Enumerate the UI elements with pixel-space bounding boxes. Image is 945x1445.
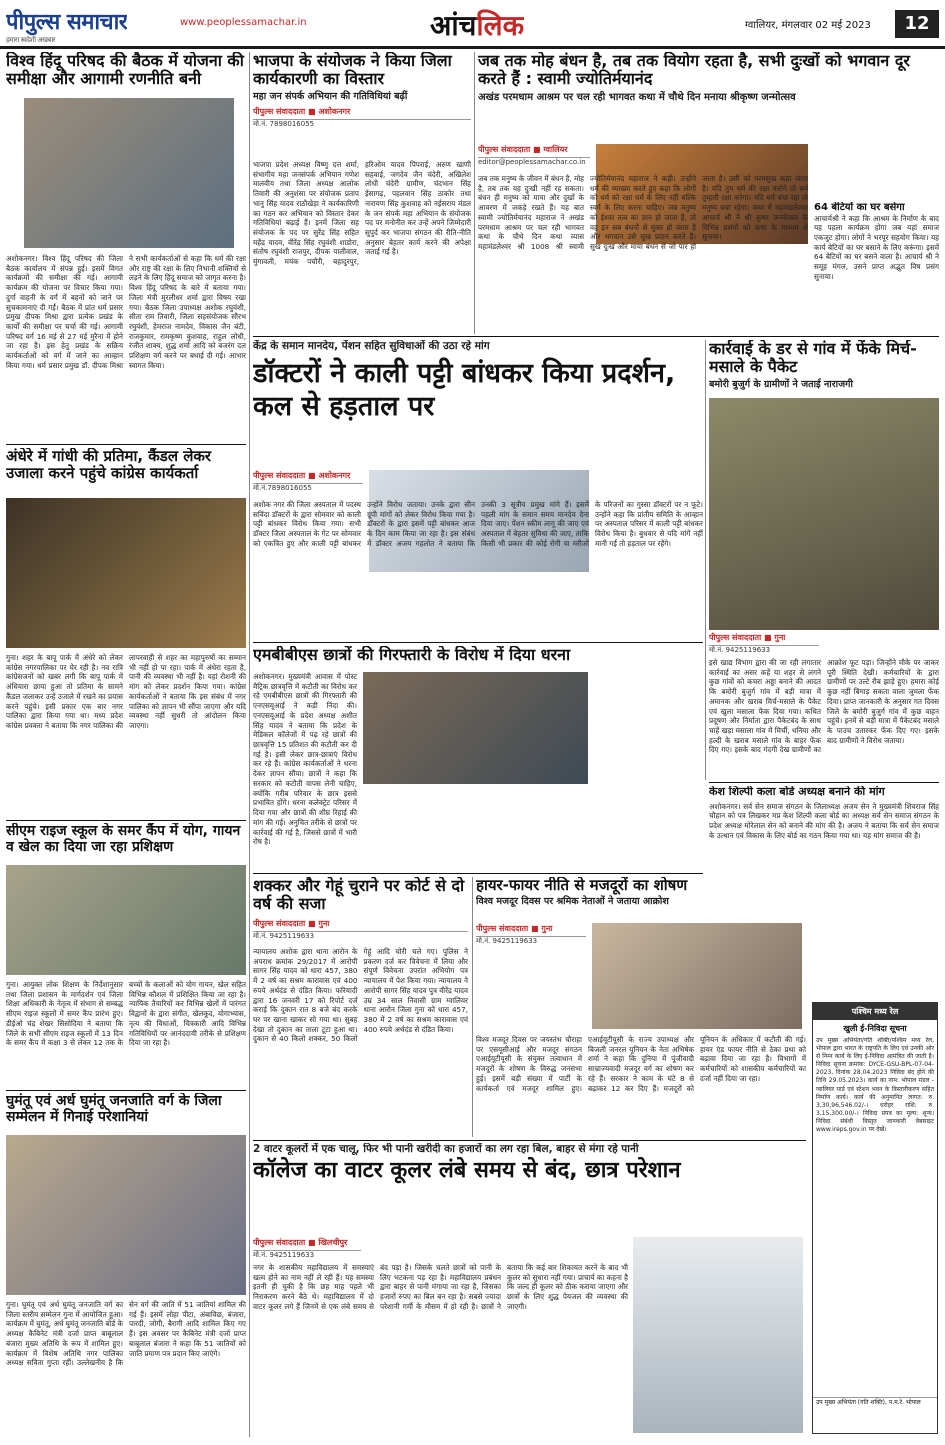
photo — [24, 98, 234, 248]
story-body: इसे खाद्य विभाग द्वारा की जा रही लगातार कार्रवाई का असर कहें या शहर से लगने कुछ गांवों को कचरा अड्डा बनाने की आदत कि बमोरी बुजुर्ग गांव में बड़ी मात्रा में अमानक और खराब मिर्च-मसाले के पैकेट एवं खुला मसाला फेंक दिया गया। कथित प्रदूषण और निर्माता द्वारा पैकेटबंद के साथ चाहें खड़ा मसाला गांव में मिर्ची, धनिया और हल्दी के खराब मसाले गांव के बाहर फेंक दिए गए। इसके बाद गंदगी देख ग्रामीणों का आक्रोश फूट पड़ा। जिन्होंने मौके पर जाकर पूरी स्थिति देखी। कर्मचारियों के द्वारा ग्रामीणों पर उल्टे रौब झाड़े हुए। हमारा कोई कुछ नहीं बिगाड़ सकता वाला जुमला फेंक दिया। प्राप्त जानकारी के अनुसार गत दिवस जिले के बमोरी बुजुर्ग गांव में कुछ वाहन पहुंचे। इनमें से बड़ी मात्रा में पैकेटबंद मसाले के पाउच उतारकर फेंक दिए गए। इसके बाद ग्रामीणों ने विरोध जताया। — [709, 658, 939, 755]
headline: कार्रवाई के डर से गांव में फेंके मिर्च-मसाले के पैकेट — [709, 340, 917, 377]
byline: पीपुल्स संवाददाता ■ खिलचीपुर — [253, 1237, 361, 1251]
photo — [363, 672, 588, 784]
story-body: नगर के शासकीय महाविद्यालय में समस्याएं खत्म होने का नाम नहीं ले रही हैं। यह समस्या इतनी ही चुकी है कि छह माह पहले भी निराकरण करने बैठे थे। महाविद्यालय में दो वाटर कूलर लगे हैं जिनमें से एक लंबे समय से बंद पड़ा है। जिसके चलते छात्रों को पानी के लिए भटकना पड़ रहा है। महाविद्यालय प्रबंधन द्वारा बाहर से पानी मंगाया जा रहा है, जिसका हजारों रुपए का बिल बन रहा है। सबसे ज्यादा परेशानी गर्मी के मौसम में हो रही है। छात्रों ने बताया कि कई बार शिकायत करने के बाद भी कूलर को सुधारा नहीं गया। प्राचार्य का कहना है कि जल्द ही कूलर को ठीक कराया जाएगा और छात्रों के लिए शुद्ध पेयजल की व्यवस्था की जाएगी। — [253, 1263, 628, 1311]
mobile-number: मो.नं. 9425119633 — [253, 1251, 315, 1259]
masthead — [0, 0, 945, 49]
byline: पीपुल्स संवाददाता ■ अशोकनगर — [253, 106, 471, 120]
byline: पीपुल्स संवाददाता ■ अशोकनगर — [253, 470, 363, 484]
story-body: गुना। आयुक्त लोक शिक्षण के निर्देशानुसार तथा जिला प्रशासन के मार्गदर्शन एवं जिला शिक्षा अधिकारी के नेतृत्व में संभाग से सम्बद्ध सीएम राइज स्कूलों में समर कैंप प्रारंभ हुए। डीईओ चंद्र शेखर सिसोदिया ने बताया कि जिले के सभी सीएम राइज स्कूलों में 13 दिन के समर कैंप में कक्षा 3 से लेकर 12 तक के बच्चों के कलाओं को योग गायन, खेल सहित विभिन्न कौशल में प्रशिक्षित किया जा रहा है। न्यायिक तैयारियों कर विभिन्न खेलों में पारंगत विद्वानों के द्वारा संगीत, खेलकूद, योगाभ्यास, नृत्य की विधाओं, चित्रकारी आदि विभिन्न गतिविधियों पर आनंददायी तरीके से प्रशिक्षण दिया जा रहा है। — [6, 980, 246, 1048]
website-link[interactable]: www.peoplessamachar.in — [180, 17, 307, 28]
story-body: अशोकनगर। मुख्यमंत्री आवास में पोस्ट मैट्रिक छात्रवृत्ति में कटौती का विरोध कर रहे एमबीबीएस छात्रों की गिरफ्तारी की एनएसयूआई ने कड़ी निंदा की। एनएसयूआई के प्रदेश अध्यक्ष अशीत सिंह यादव ने बताया कि प्रदेश के मेडिकल कॉलेजों में पढ़ रहे छात्रों की छात्रवृत्ति 15 प्रतिशत की कटौती कर दी गई है। इसी लेकर छात्र-छात्राएं विरोध कर रहे हैं। कांग्रेस कार्यकर्ताओं ने धरना देकर ज्ञापन सौंपा। छात्रों ने कहा कि सरकार को कटौती वापस लेनी चाहिए, क्योंकि गरीब परिवार के छात्र इससे प्रभावित होंगे। धरना कलेक्ट्रेट परिसर में दिया गया और छात्रों की शीघ्र रिहाई की मांग की गई। अनुचित तरीके से छात्रों पर कार्रवाई की गई है, जिससे छात्रों में भारी रोष है। — [253, 672, 357, 847]
photo — [709, 398, 939, 630]
story-body: विश्व मजदूर दिवस पर जयस्तंभ चौराहा पर एसयूसीआई और मजदूर संगठन एआईयूटीयूसी के संयुक्त तत्वाधान में मजदूरों के शोषण के विरुद्ध जनसभा हुई। इसमें बड़ी संख्या में पार्टी के कार्यकर्ता एवं मजदूर शामिल हुए। एआईयूटीयूसी के राज्य उपाध्यक्ष और बिजली जनरल यूनियन के नेता अभिषेक शर्मा ने कहा कि दुनिया में पूंजीवादी साम्राज्यवादी मजदूर वर्ग का शोषण कर रहे हैं। सरकार ने काम के घंटे 8 से बढ़ाकर 12 कर दिए हैं। मजदूरों को यूनियन के अधिकार में कटौती की गई। हायर एंड फायर नीति से ठेका प्रथा को बढ़ावा दिया जा रहा है। विभागों में कर्मचारियों को शासकीय कर्मचारियों का दर्जा नहीं दिया जा रहा। — [476, 1035, 806, 1093]
subhead: विश्व मजदूर दिवस पर श्रमिक नेताओं ने जताया आक्रोश — [476, 896, 669, 908]
headline: डॉक्टरों ने काली पट्टी बांधकर किया प्रदर्शन, कल से हड़ताल पर — [253, 357, 676, 423]
byline: पीपुल्स संवाददाता ■ ग्वालियर — [478, 144, 590, 158]
section-title: आंचलिक — [430, 9, 525, 42]
mobile-number: मो.नं. 7898016055 — [253, 120, 315, 129]
kicker: 2 वाटर कूलरों में एक चालू, फिर भी पानी खरीदी का हजारों का लग रहा बिल, बाहर से मंगा रहे पानी — [253, 1143, 639, 1155]
headline: जब तक मोह बंधन है, तब तक वियोग रहता है, सभी दुःखों को भगवान दूर करते हैं : स्वामी ज्योतिर्मयानंद — [478, 52, 910, 89]
subhead: अखंड परमधाम आश्रम पर चल रही भागवत कथा में चौथे दिन मनाया श्रीकृष्ण जन्मोत्सव — [478, 91, 796, 103]
subhead: महा जन संपर्क अभियान की गतिविधियां बढ़ीं — [253, 90, 408, 102]
page-number: 12 — [895, 10, 939, 38]
email[interactable]: editor@peoplessamachar.co.in — [478, 158, 586, 166]
story-vhp — [6, 52, 246, 442]
story-cm-rise — [6, 823, 246, 1088]
photo — [592, 923, 802, 1029]
story-body: गुना। शहर के बापू पार्क में अंधेरे को लेकर कांग्रेस नगरपालिका पर घेर रही है। नव रात्रि कांग्रेसजनों को खबर लगी कि बापू पार्क में अंधियारा छाया हुआ तो प्रतिमा के सामने कैंडल जलाकर उन्हें उजाले में रखने का प्रयास करने पहुंचे। इसी प्रकार एक बार नगर पालिका द्वारा किया गया था। मध्य प्रदेश कांग्रेस प्रवक्ता ने बताया कि नगर पालिका की लापरवाही से शहर का महापुरुषों का सम्मान भी नहीं हो पा रहा। पार्क में अंधेरा रहता है, पानी की व्यवस्था भी नहीं है। यहां रोशनी की मांग को लेकर प्रदर्शन किया गया। कांग्रेस कार्यकर्ताओं ने बताया कि इस संबंध में नगर पालिका को ज्ञापन भी सौंपा जाएगा और यदि व्यवस्था नहीं सुधरी तो आंदोलन किया जाएगा। — [6, 653, 246, 731]
photo — [6, 865, 246, 975]
headline: विश्व हिंदू परिषद की बैठक में योजना की समीक्षा और आगामी रणनीति बनी — [6, 52, 244, 89]
tender-title: खुली ई-निविदा सूचना — [843, 1024, 907, 1033]
tender-footer: उप मुख्य अभियंता (गति शक्ति), प.म.रे. भोपाल — [813, 1397, 937, 1406]
story-cooler — [253, 1143, 806, 1435]
story-mbbs — [253, 646, 703, 871]
story-doctors — [253, 340, 703, 640]
tender-header: पश्चिम मध्य रेल — [813, 1003, 937, 1020]
subhead: बमोरी बुजुर्ग के ग्रामीणों ने जताई नाराजगी — [709, 378, 853, 390]
story-body: गुना। घुमंतू एवं अर्ध घुमंतू जनजाति वर्ग का जिला स्तरीय सम्मेलन गुना में आयोजित हुआ। कार्यक्रम में घुमंतू, अर्ध घुमंतू जनजाति बोर्ड के अध्यक्ष कैबिनेट मंत्री दर्जा प्राप्त बाबूलाल बंजारा मुख्य अतिथि के रूप में शामिल हुए। कार्यक्रम में विशेष अतिथि नगर पालिका अध्यक्ष सविता गुप्ता रहीं। उल्लेखनीय है कि सेन वर्ग की जाति में 51 जातियां शामिल की गई हैं। इसमें लोहा पीटा, अंबाविछ, बंजारा, पारदी, जोगी, बैरागी आदि शामिल किए गए हैं। इस अवसर पर कैबिनेट मंत्री दर्जा प्राप्त बाबूलाल बंजारा ने कहा कि 51 जातियों को जाति प्रमाण पत्र प्रदान किए जाएंगे। — [6, 1300, 246, 1368]
photo — [6, 498, 246, 648]
story-body: भाजपा प्रदेश अध्यक्ष विष्णु दत्त शर्मा, संभागीय महा जनसंपर्क अभियान गणेश मालवीय तथा जिला अध्यक्ष आलोक तिवारी की अनुशंसा पर संयोजक प्रताप भानु सिंह यादव राठौखेड़ा ने कार्यकारिणी का गठन कर अभियान को विस्तार देकर गतिविधियां बढ़ाई हैं। इनमें जिला सह संयोजक के पद पर सुरेंद्र सिंह सहित महेंद्र यादव, वीरेंद्र सिंह रघुवंशी शाडोरा, संतोष रघुवंशी राजपुर, दीपक पालीवाल, मुंगावली, मयंक पचौरी, बहादुरपुर, हरिओम यादव पिपराई, अरुण खाणी सहवाई, जगदेव जैन चंदेरी, अखिलेश लोधी चंदेरी ग्रामीण, चंदभान सिंह ईसागढ़, पहलवान सिंह ठाकोर तथा नारायण सिंह कुशवाह को नईसराय मंडल के जन संपर्क महा अभियान के संयोजक पद पर मनोनीत कर उन्हें अपने जिम्मेदारी सुपुर्द कर भाजपा संगठन की रीति-नीति अनुसार बेहतर कार्य करने की अपेक्षा जताई गई है। — [253, 160, 471, 267]
tender-notice — [812, 1002, 938, 1434]
headline: कॉलेज का वाटर कूलर लंबे समय से बंद, छात्र परेशान — [253, 1157, 681, 1183]
story-ghumantu — [6, 1093, 246, 1433]
byline: पीपुल्स संवाददाता ■ गुना — [476, 923, 586, 937]
headline: अंधेरे में गांधी की प्रतिमा, कैंडल लेकर उजाला करने पहुंचे कांग्रेस कार्यकर्ता — [6, 448, 212, 483]
story-bjp — [253, 52, 471, 332]
story-body: जब तक मनुष्य के जीवन में बंधन है, मोह है, तब तक यह दुःखी नहीं रह सकता। बंधन ही मनुष्य को माया और दुखों के आवरण में जकड़े रखते हैं। यह बात स्वामी ज्योतिर्मयानंद महाराज ने अखंड परमधाम आश्रम पर चल रही भागवत कथा के चौथे दिन कथा व्यास महामंडलेश्वर श्री 1008 श्री स्वामी ज्योतिर्मयानंद महाराज ने कही। उन्होंने धर्म की व्याख्या करते हुए कहा कि लोगों को धर्म को रक्षा धर्म के लिए नहीं बल्कि स्वर्ग के लिए करना चाहिए। जब मनुष्य को ईश्वर तत्व का ज्ञान हो जाता है, तो वह इन सब बंधनों से मुक्त हो जाता है और भगवान उसे सुख प्रदान करते हैं। सुख दुःख और माया बंधन से जो पार हो जाता है। उसी को परमसुख कहा जाता है। यदि तुम धर्म की रक्षा करोगे तो धर्म तुम्हारी रक्षा करेगा। यदि धर्म बचा रहा तो मनुष्य बचा रहेगा। कथा में महामंडलेश्वर आचार्य श्री ने श्री कृष्ण जन्मोत्सव के विभिन्न प्रसंगों को कथा के माध्यम से सुनाया। — [478, 174, 808, 252]
story-body: आचार्यश्री ने कहा कि आश्रम के निर्माण के बाद यह पहला कार्यक्रम होगा जब यहां समाज एकजुट होगा। लोगों ने भरपूर सहयोग किया। यह कार्य बेटियों का घर बसाने के लिए करूंगा। इसमें 64 बेटियों का घर बसने वाला है। आचार्य श्री ने समूह मंगल, उसने प्राप्त अद्भुत विष प्रसंग सुनाया। — [814, 213, 939, 281]
tender-body: उप मुख्य अभियंता/गति शक्ति/पश्चिम मध्य रेल, भोपाल द्वारा भारत के राष्ट्रपति के लिए एवं उनकी ओर से निम्न कार्य के लिए ई-निविदा आमंत्रित की जाती है। निविदा सूचना क्रमांक: DYCE-GSU-BPL-07-04-2023, दिनांक 28.04.2023 निविदा बंद होने की तिथि 29.05.2023। कार्य का नाम: भोपाल मंडल - ग्वालियर यार्ड एवं स्टेशन भवन के विस्तारीकरण सहित निर्माण कार्य। कार्य की अनुमानित लागत: रु. 3,30,96,546.02/-। धरोहर राशि: रु. 3,15,300.00/-। निविदा प्रपत्र का मूल्य: शून्य। निविदा संबंधी विस्तृत जानकारी वेबसाइट www.ireps.gov.in पर देखें। — [816, 1037, 934, 1134]
headline: शक्कर और गेहूं चुराने पर कोर्ट से दो वर्ष की सजा — [253, 877, 465, 914]
headline: सीएम राइज स्कूल के समर कैंप में योग, गायन व खेल का दिया जा रहा प्रशिक्षण — [6, 823, 241, 856]
byline: पीपुल्स संवाददाता ■ गुना — [253, 918, 468, 932]
kicker: केंद्र के समान मानदेय, पेंशन सहित सुविधाओं की उठा रहे मांग — [253, 340, 490, 352]
story-gandhi — [6, 448, 246, 818]
headline: घुमंतू एवं अर्ध घुमंतू जनजाति वर्ग के जिला सम्मेलन में गिनाई परेशानियां — [6, 1093, 222, 1126]
story-body: अशोक नगर की जिला अस्पताल में पदस्थ सविंदा डॉक्टरों के द्वारा सोमवार को काली पट्टी बांधकर विरोध किया गया। सभी डॉक्टर जिला अस्पताल के गेट पर सोमवार को एकत्रित हुए और काली पट्टी बांधकर उन्होंने विरोध जताया। उनके द्वारा सीन ग्रूपी मांगों को लेकर विरोध किया गया है। डॉक्टरों के द्वारा इसमें पट्टी बांधकर आज के दिन काम किया जा रहा है। इस संबंध में डॉक्टर अजय गहलोत ने बताया कि उनकी 3 सूत्रीय प्रमुख मांगे हैं। इसमें पहली मांग के समान समय मानदेय देना दिया जाए। पेंशन स्कीम लागू की जाए एवं अस्पताल में बेहतर सुविधा की जाए, ताकि किसी भी प्रकार की कोई रोगी या मरीजों के परिजनों का गुस्सा डॉक्टरों पर न फूटे। उन्होंने कहा कि प्रांतीय समिति के आव्हान पर अस्पताल परिसर में काली पट्टी बांधकर विरोध किया है। बुधवार से यदि मांगें नहीं मानी गईं तो हड़ताल पर रहेंगे। — [253, 500, 703, 548]
mobile-number: मो.नं. 9425119633 — [709, 646, 771, 654]
newspaper-logo: पीपुल्स समाचार हमारा स्वदेशी अखबार — [6, 10, 128, 44]
mobile-number: मो.नं. 9425119633 — [253, 931, 315, 940]
headline: केश शिल्पी कला बोर्ड अध्यक्ष बनाने की मांग — [709, 786, 885, 798]
headline: हायर-फायर नीति से मजदूरों का शोषण — [476, 877, 688, 894]
byline: पीपुल्स संवाददाता ■ गुना — [709, 632, 819, 646]
story-wheat — [253, 877, 468, 1137]
story-daughters — [814, 202, 939, 334]
dateline: ग्वालियर, मंगलवार 02 मई 2023 — [745, 20, 871, 31]
photo — [633, 1237, 803, 1433]
photo — [6, 1135, 246, 1295]
mobile-number: मो.नं.7898016055 — [253, 484, 312, 492]
mobile-number: मो.नं. 9425119633 — [476, 937, 538, 945]
story-chili — [709, 340, 939, 780]
story-katha — [478, 52, 939, 334]
story-hire-fire — [476, 877, 806, 1137]
story-body: अशोकनगर। सर्व सेन समाज संगठन के जिलाध्यक्ष अजय सेन ने मुख्यमंत्री शिवराज सिंह चौहान को पत्र लिखकर मप्र केश शिल्पी कला बोर्ड का अध्यक्ष सर्व सेन समाज संगठन के प्रदेश अध्यक्ष मोरेलाल सेन को बनाने की मांग की है। अजय ने बताया कि सर्व सेन समाज के उत्थान एवं विकास के लिए बोर्ड का गठन किया गया था। यह मांग समाज की है। — [709, 801, 939, 840]
story-body: अशोकनगर। विश्व हिंदू परिषद की जिला बैठक कार्यालय में संपन्न हुई। इसमें विगत कार्यक्रमों की समीक्षा की गई। आगामी कार्यक्रम की योजना पर विचार किया गया। दुर्गा वाहनी के वर्ग में बहनों को जाने पर सुचकामनाएं दी गईं। बैठक में प्रांत धर्म प्रसार प्रमुख दीपक मिश्रा द्वारा प्रत्येक प्रखंड के कार्यों की समीक्षा पर चर्चा की गई। आगामी परिषद वर्ग 16 मई से 27 मई मुरैना में होने जा रहा है। इस हेतु प्रखंड के सक्रिय कार्यकर्ताओं को वर्ग में जाने का आव्हान किया गया। धर्म प्रसार प्रमुख डॉ. दीपक मिश्रा ने सभी कार्यकर्ताओं से कहा कि धर्म की रक्षा और राष्ट्र की रक्षा के लिए निभानी शक्तियों से लड़ने के लिए हिंदू समाज को जागृत करना है। विश्व हिंदू परिषद के बारे में बताया गया। जिला मंत्री मुरलीधर शर्मा द्वारा विषय रखा गया। बैठक जिला उपाध्यक्ष अशोक रघुवंशी, सीता राम तिवारी, जिला सहसंयोजक सौरभ रघुवंशी, हेमराज नामदेव, विकास जैन बंटी, राजकुमार, रामकृष्ण कुशवाह, राहुल लोधी, रंजीत शाक्य, शुद्ध शर्मा आदि को बजरंग दल प्रशिक्षण वर्ग करने पर बधाई दी गई। आभार स्वागत किया। — [6, 254, 246, 370]
headline: भाजपा के संयोजक ने किया जिला कार्यकारणी का विस्तार — [253, 52, 452, 89]
story-body: न्यायालय अशोक द्वारा थाना आरोन के अपराध क्रमांक 29/2017 में आरोपी सागर सिंह यादव को धारा 457, 380 में 2 वर्ष का सश्रम कारावास एवं 400 रुपये अर्थदंड से दंडित किया। फरियादी द्वारा 16 जनवरी 17 को रिपोर्ट दर्ज कराई कि दुकान रात 8 बजे बंद करके घर पर खाना खाकर सो गया था। सुबह देखा तो दुकान का ताला टूटा हुआ था। दुकान से 40 किलो शक्कर, 50 किलो गेहूं आदि चोरी चले गए। पुलिस ने प्रकरण दर्ज कर विवेचना में लिया और संपूर्ण विवेचना उपरांत अभियोग पत्र न्यायालय में पेश किया गया। न्यायालय ने आरोपी सागर सिंह यादव पुत्र वीरेंद्र यादव उम्र 34 साल निवासी ग्राम ग्वालियर थाना आरोन जिला गुना को धारा 457, 380 में 2 वर्ष का सश्रम कारावास एवं 400 रुपये अर्थदंड से दंडित किया। — [253, 947, 468, 1044]
headline: 64 बेटियों का घर बसेगा — [814, 202, 905, 213]
headline: एमबीबीएस छात्रों की गिरफ्तारी के विरोध में दिया धरना — [253, 646, 571, 664]
